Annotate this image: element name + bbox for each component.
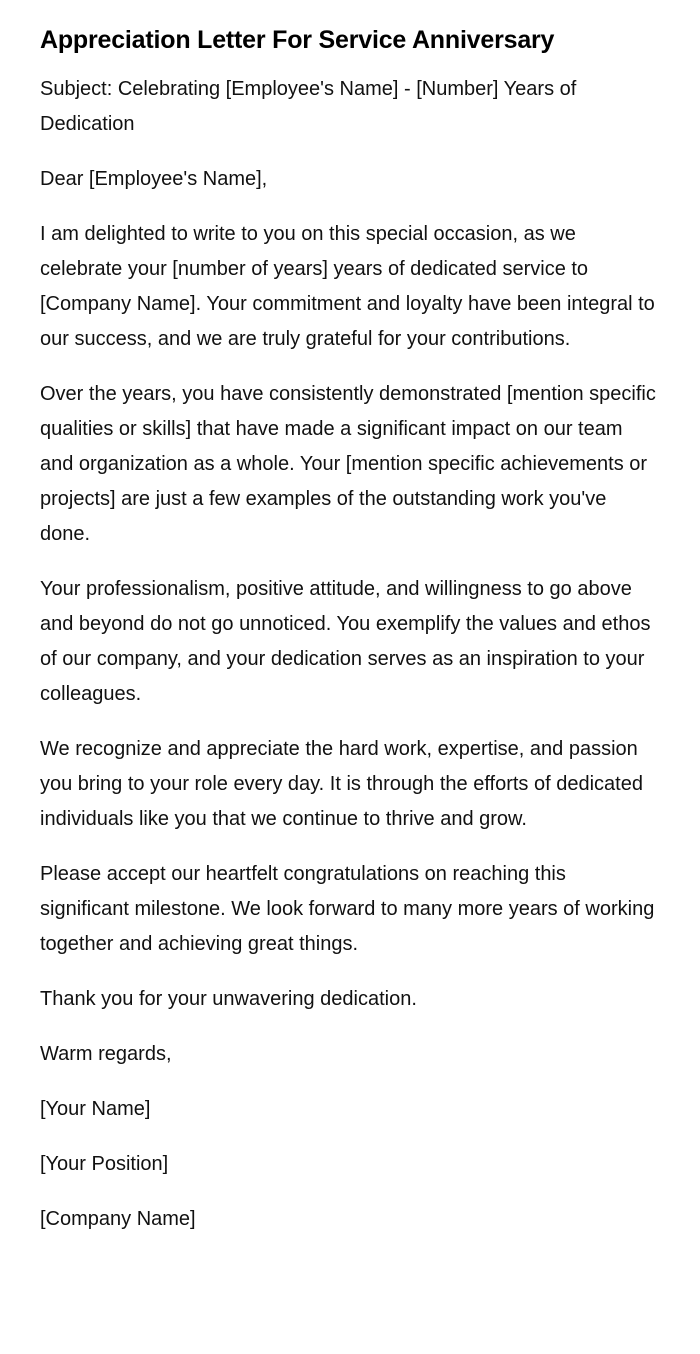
body-paragraph: Over the years, you have consistently demonstrated [mention specific qualities or skills] that have made a significant impact on our team and organization as a whole. Your [mention specific achievements or projects] are just a few examples of the outstanding work you've done. bbox=[40, 383, 656, 545]
letter-body bbox=[40, 72, 660, 1237]
body-paragraph: Your professionalism, positive attitude, and willingness to go above and beyond do not go unnoticed. You exemplify the values and ethos of our company, and your dedication serves as an inspiration to your colleagues. bbox=[40, 578, 651, 705]
letter-title: Appreciation Letter For Service Anniversary bbox=[40, 26, 555, 54]
body-paragraph: I am delighted to write to you on this special occasion, as we celebrate your [number of years] years of dedicated service to [Company Name]. Your commitment and loyalty have been integral to our success, and we are truly grateful for your contributions. bbox=[40, 223, 655, 350]
closing-line: Warm regards, bbox=[40, 1043, 172, 1065]
signature-name: [Your Name] bbox=[40, 1098, 151, 1120]
signature-company: [Company Name] bbox=[40, 1208, 196, 1230]
subject-line: Subject: Celebrating [Employee's Name] - [Number] Years of Dedication bbox=[40, 78, 577, 135]
salutation: Dear [Employee's Name], bbox=[40, 168, 268, 190]
signature-position: [Your Position] bbox=[40, 1153, 169, 1175]
thank-you-line: Thank you for your unwavering dedication. bbox=[40, 988, 417, 1010]
body-paragraph: Please accept our heartfelt congratulations on reaching this significant milestone. We look forward to many more years of working together and achieving great things. bbox=[40, 863, 655, 955]
body-paragraph: We recognize and appreciate the hard work, expertise, and passion you bring to your role every day. It is through the efforts of dedicated individuals like you that we continue to thrive and grow. bbox=[40, 738, 643, 830]
